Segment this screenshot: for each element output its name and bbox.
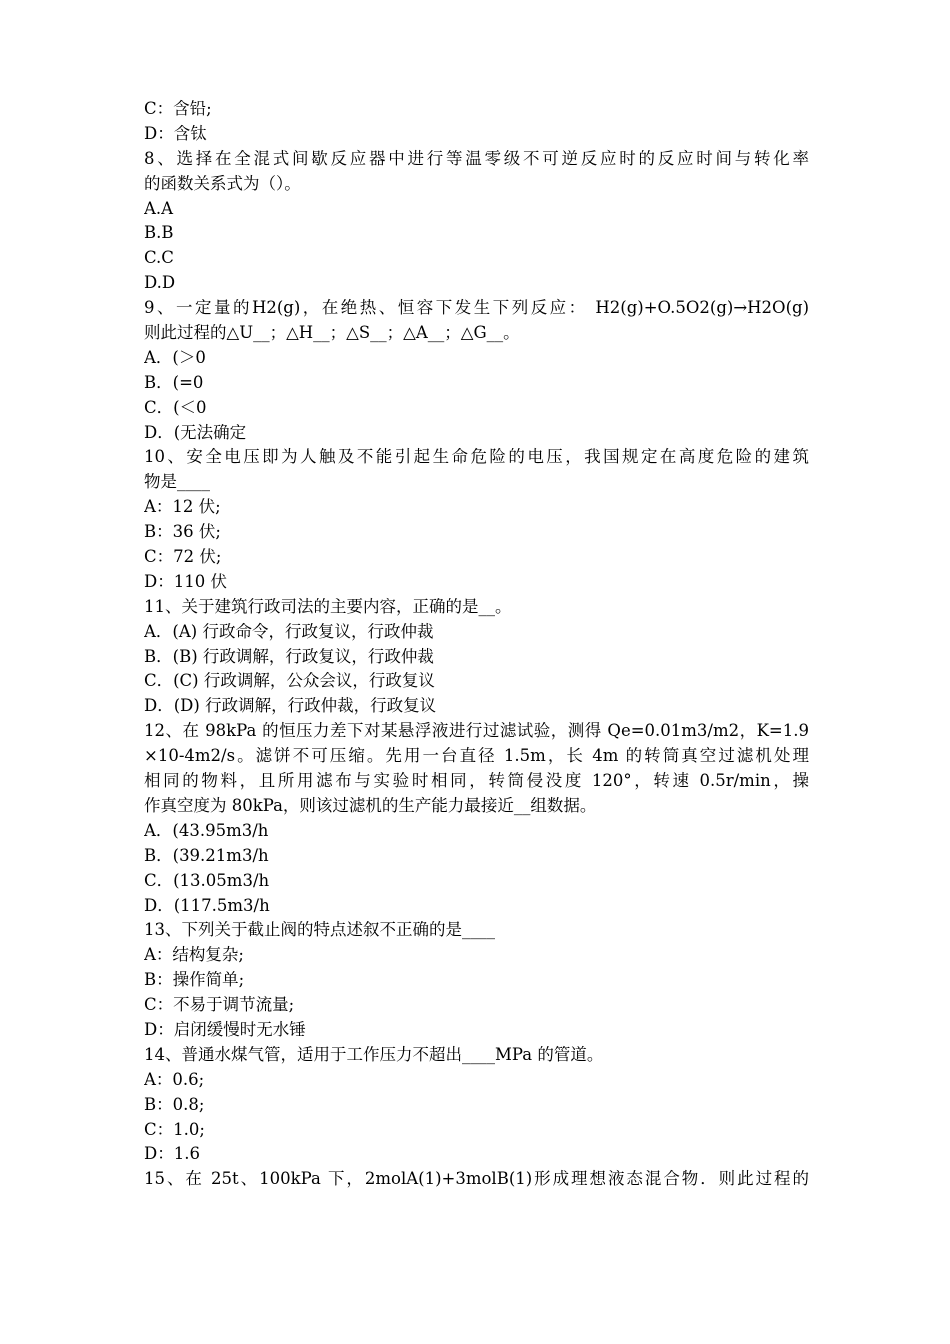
question-12-stem-line-2: ×10-4m2/s。滤饼不可压缩。先用一台直径 1.5m，长 4m 的转筒真空过滤机处理 [144, 746, 809, 766]
question-10-option-a: A：12 伏; [144, 497, 221, 517]
question-12-stem-line-3: 相同的物料，且所用滤布与实验时相同，转筒侵没度 120°，转速 0.5r/min，操 [144, 771, 809, 791]
question-8-option-c: C.C [144, 248, 174, 268]
text-line-q7-option-d: D：含钛 [144, 123, 207, 143]
question-11-option-d: D．(D) 行政调解，行政仲裁，行政复议 [144, 696, 437, 716]
question-9-stem-line-1: 9、一定量的H2(g)，在绝热、恒容下发生下列反应： H2(g)+O.5O2(g)→H2O(g) [144, 298, 809, 318]
question-10-option-b: B：36 伏; [144, 522, 221, 542]
question-9-option-a: A．(＞0 [144, 347, 206, 367]
question-12-stem-line-1: 12、在 98kPa 的恒压力差下对某悬浮液进行过滤试验，测得 Qe=0.01m3/m2，K=1.9 [144, 721, 809, 741]
question-13-option-b: B：操作简单; [144, 970, 245, 990]
question-10-option-d: D：110 伏 [144, 571, 227, 591]
question-9-option-d: D．(无法确定 [144, 422, 247, 442]
question-8-stem-line-1: 8、选择在全混式间歇反应器中进行等温零级不可逆反应时的反应时间与转化率 [144, 148, 809, 168]
question-14-option-a: A：0.6; [144, 1069, 205, 1089]
question-10-stem-line-2: 物是____ [144, 472, 210, 492]
question-10-stem-line-1: 10、安全电压即为人触及不能引起生命危险的电压，我国规定在高度危险的建筑 [144, 447, 809, 467]
question-12-option-c: C．(13.05m3/h [144, 870, 270, 890]
question-14-option-c: C：1.0; [144, 1119, 205, 1139]
question-13-option-d: D：启闭缓慢时无水锤 [144, 1019, 306, 1039]
question-8-stem-line-2: 的函数关系式为（）。 [144, 173, 301, 193]
question-9-stem-line-2: 则此过程的△U__；△H__；△S__；△A__；△G__。 [144, 323, 520, 343]
text-line-q7-option-c: C：含铅; [144, 99, 212, 118]
question-11-option-b: B．(B) 行政调解，行政复议，行政仲裁 [144, 646, 434, 666]
question-14-stem: 14、普通水煤气管，适用于工作压力不超出____MPa 的管道。 [144, 1044, 604, 1064]
question-14-option-d: D：1.6 [144, 1144, 200, 1164]
question-15-stem-line-1: 15、在 25t、100kPa 下，2molA(1)+3molB(1)形成理想液态混合物．则此过程的 [144, 1169, 809, 1189]
question-11-option-a: A．(A) 行政命令，行政复议，行政仲裁 [144, 621, 434, 641]
question-14-option-b: B：0.8; [144, 1094, 205, 1114]
question-9-option-b: B．(=0 [144, 372, 204, 392]
question-13-option-c: C：不易于调节流量; [144, 995, 295, 1015]
question-12-option-b: B．(39.21m3/h [144, 845, 269, 865]
question-8-option-a: A.A [144, 198, 174, 218]
question-13-stem: 13、下列关于截止阀的特点述叙不正确的是____ [144, 920, 495, 940]
question-12-stem-line-4: 作真空度为 80kPa，则该过滤机的生产能力最接近__组数据。 [144, 795, 597, 815]
question-10-option-c: C：72 伏; [144, 547, 222, 567]
question-11-stem: 11、关于建筑行政司法的主要内容，正确的是__。 [144, 596, 512, 616]
question-12-option-d: D．(117.5m3/h [144, 895, 270, 915]
document-page [144, 97, 809, 1192]
question-13-option-a: A：结构复杂; [144, 945, 244, 965]
question-8-option-d: D.D [144, 273, 176, 293]
question-11-option-c: C．(C) 行政调解，公众会议，行政复议 [144, 671, 435, 691]
question-12-option-a: A．(43.95m3/h [144, 820, 269, 840]
question-8-option-b: B.B [144, 223, 174, 243]
question-9-option-c: C．(＜0 [144, 397, 207, 417]
